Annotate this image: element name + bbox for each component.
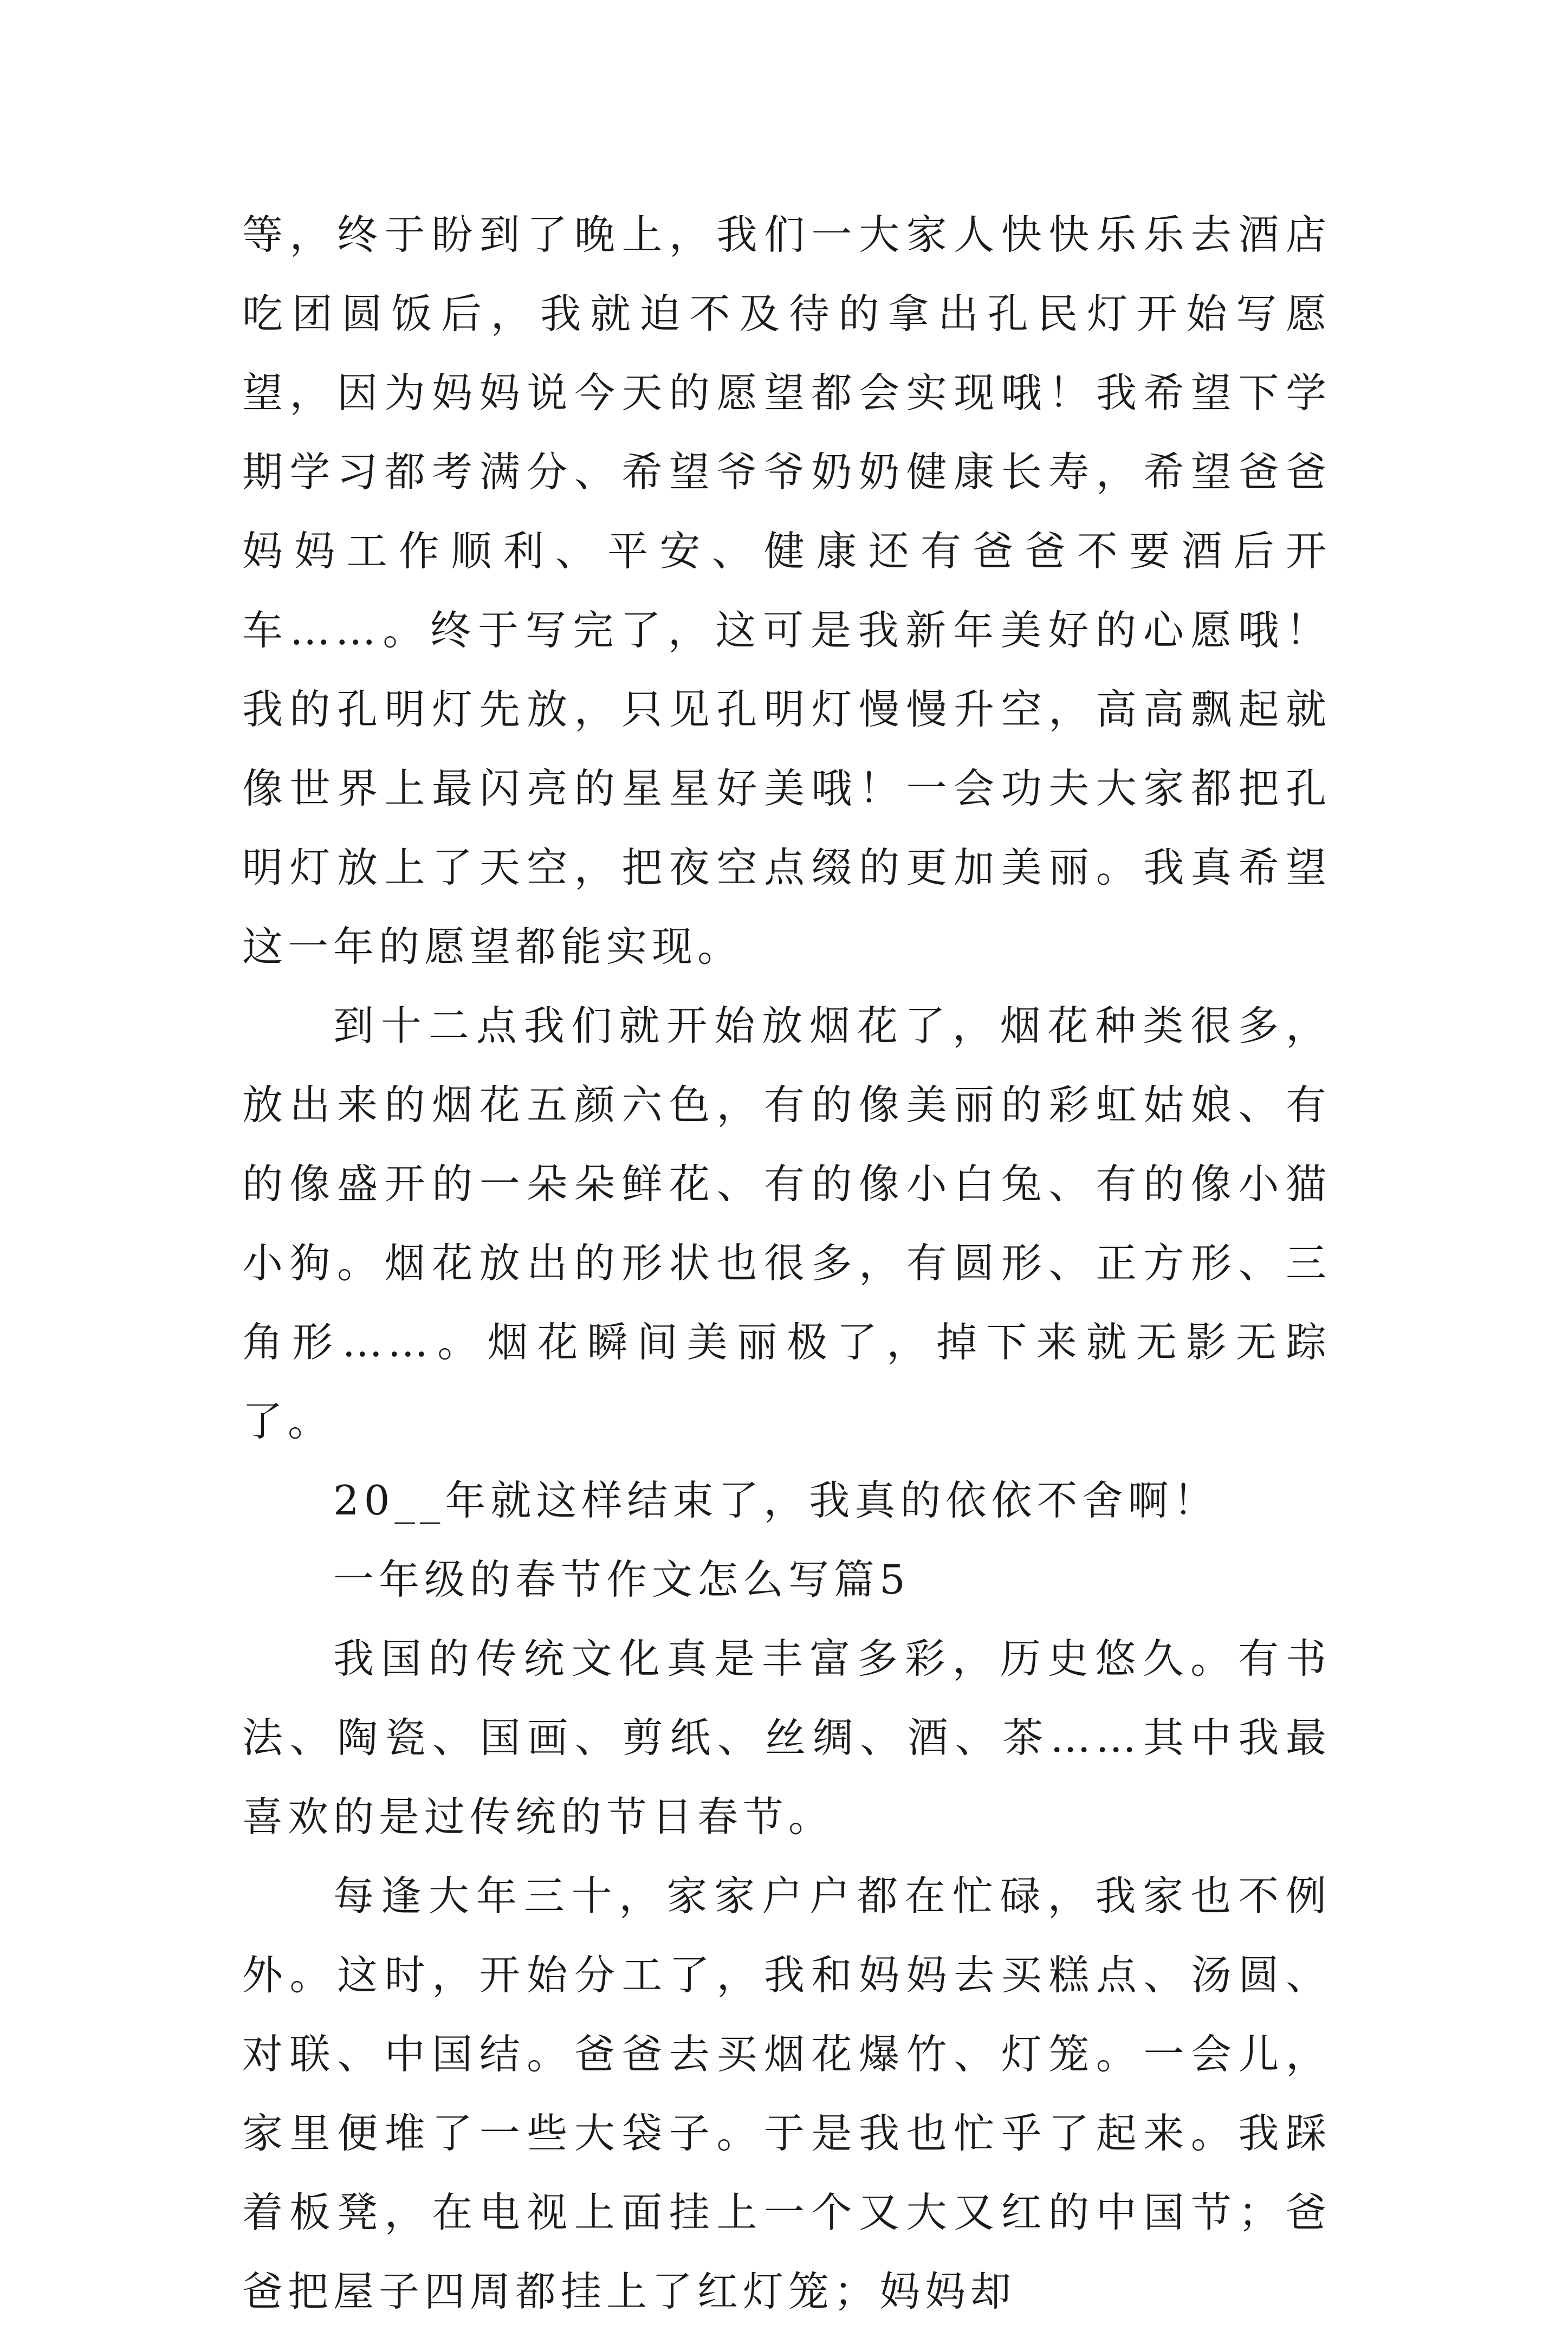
section-heading: 一年级的春节作文怎么写篇5 — [333, 1556, 910, 1603]
paragraph-fireworks: 到十二点我们就开始放烟花了，烟花种类很多，放出来的烟花五颜六色，有的像美丽的彩虹姑娘、有的像盛开的一朵朵鲜花、有的像小白兔、有的像小猫小狗。烟花放出的形状也很多，有圆形、正方形、三角形……。烟花瞬间美丽极了，掉下来就无影无踪了。 — [242, 1002, 1331, 1445]
paragraph-lantern-wishes: 等，终于盼到了晚上，我们一大家人快快乐乐去酒店吃团圆饭后，我就迫不及待的拿出孔民灯开始写愿望，因为妈妈说今天的愿望都会实现哦！我希望下学期学习都考满分、希望爷爷奶奶健康长寿，希望爸爸妈妈工作顺利、平安、健康还有爸爸不要酒后开车……。终于写完了，这可是我新年美好的心愿哦！我的孔明灯先放，只见孔明灯慢慢升空，高高飘起就像世界上最闪亮的星星好美哦！一会功夫大家都把孔明灯放上了天空，把夜空点缀的更加美丽。我真希望这一年的愿望都能实现。 — [242, 211, 1331, 970]
document-body — [242, 195, 1331, 2331]
paragraph-new-year-eve: 每逢大年三十，家家户户都在忙碌，我家也不例外。这时，开始分工了，我和妈妈去买糕点、汤圆、对联、中国结。爸爸去买烟花爆竹、灯笼。一会儿，家里便堆了一些大袋子。于是我也忙乎了起来。我踩着板凳，在电视上面挂上一个又大又红的中国节；爸爸把屋子四周都挂上了红灯笼；妈妈却 — [242, 1872, 1331, 2315]
paragraph-year-end: 20__年就这样结束了，我真的依依不舍啊！ — [333, 1477, 1219, 1524]
paragraph-traditional-culture: 我国的传统文化真是丰富多彩，历史悠久。有书法、陶瓷、国画、剪纸、丝绸、酒、茶……其中我最喜欢的是过传统的节日春节。 — [242, 1635, 1331, 1841]
